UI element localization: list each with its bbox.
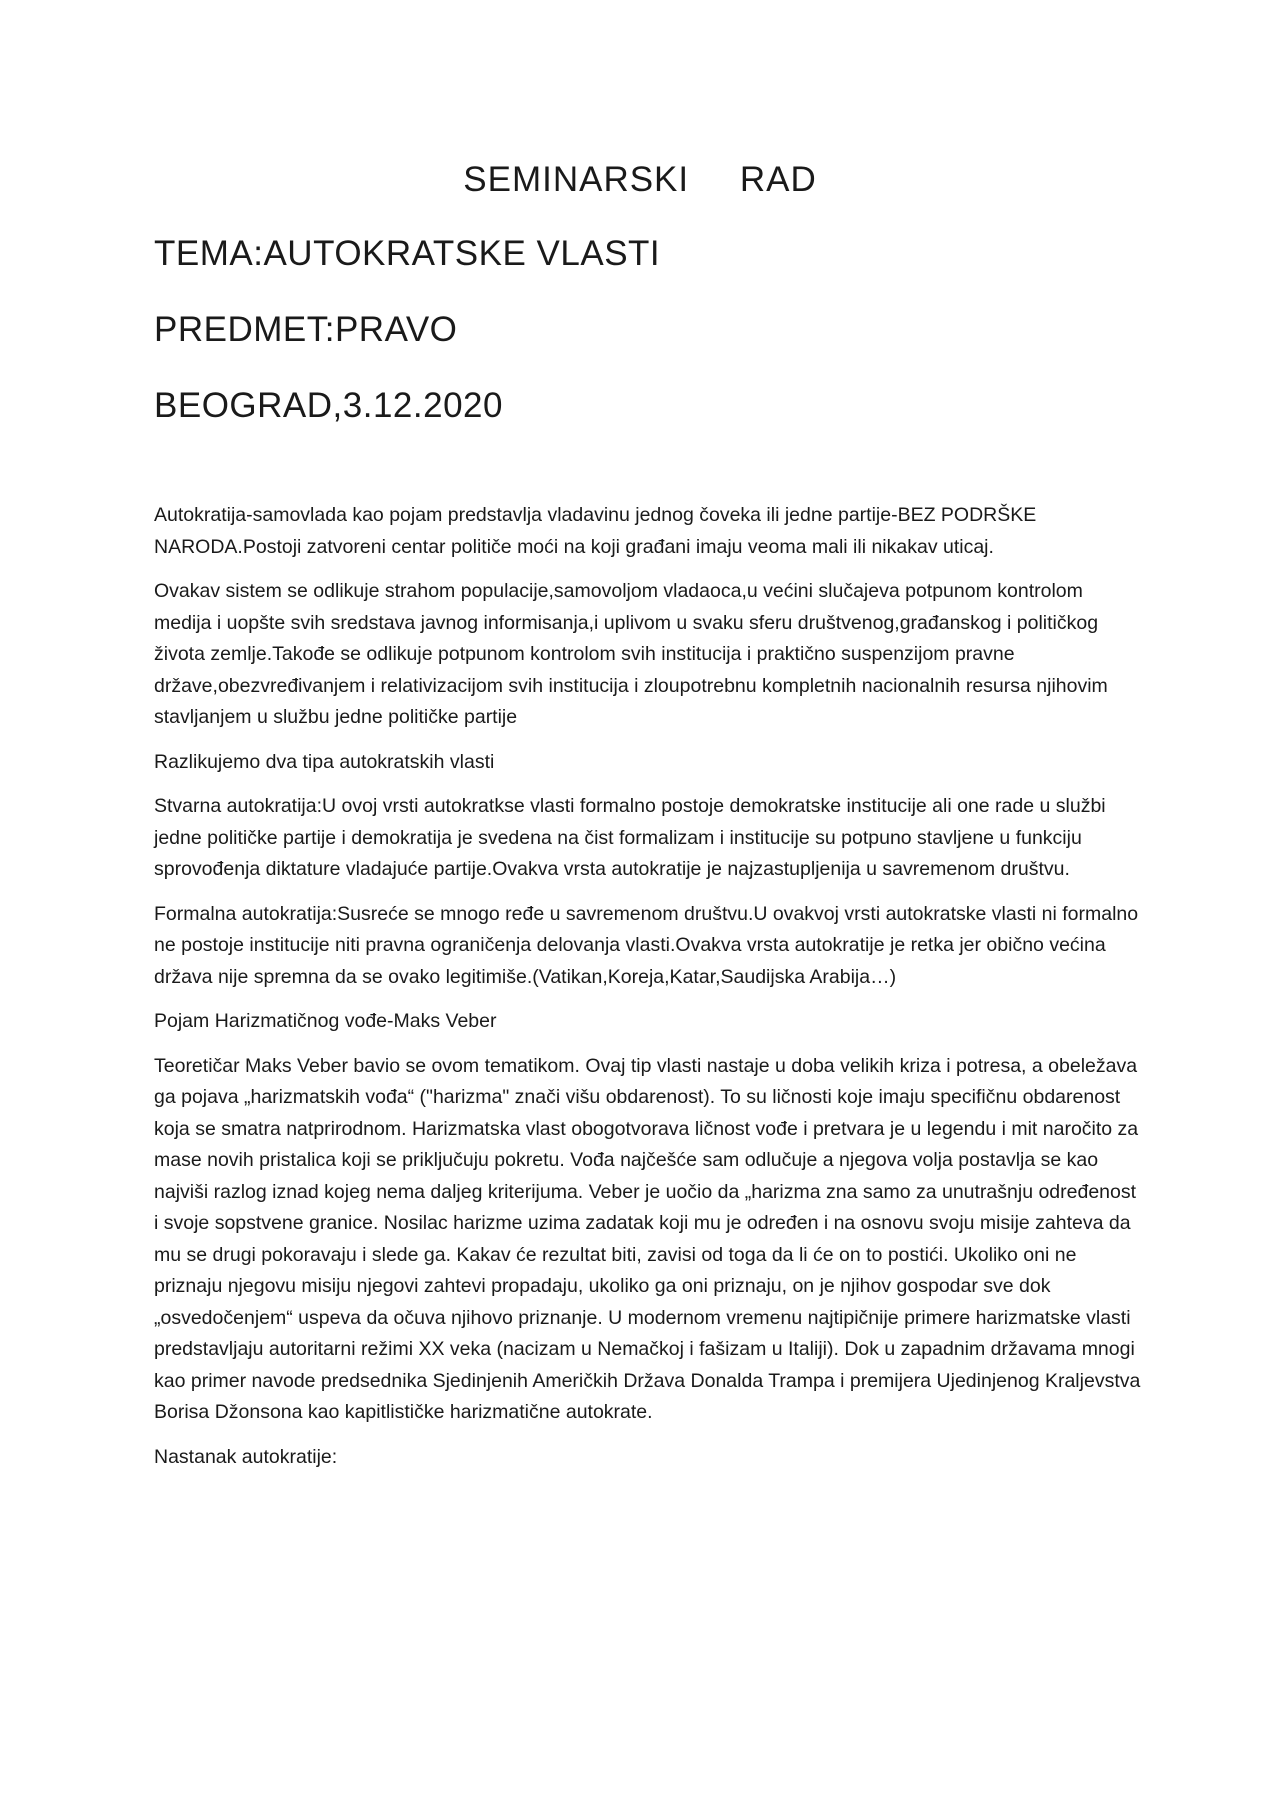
paragraph-types-heading: Razlikujemo dva tipa autokratskih vlasti: [154, 750, 495, 773]
document-title: SEMINARSKI RAD: [463, 160, 817, 199]
paragraph-charismatic-heading: Pojam Harizmatičnog vođe-Maks Veber: [154, 1010, 497, 1032]
paragraph-weber: Teoretičar Maks Veber bavio se ovom tematikom. Ovaj tip vlasti nastaje u doba velikih kriza i potresa, a obeležava ga pojava „harizmatskih vođa“ ("harizma" znači višu obdarenost). To su ličnosti koje imaju specifičnu obdarenost koja se smatra natprirodnom. Harizmatska vlast obogotvorava ličnost vođe i pretvara je u legendu i mit naročito za mase novih pristalica koji se priključuju pokretu. Vođa najčešće sam odlučuje a njegova volja postavlja se kao najviši razlog iznad kojeg nema daljeg kriterijuma. Veber je uočio da „harizma zna samo za unutrašnju određenost i svoje sopstvene granice. Nosilac harizme uzima zadatak koji mu je određen i na osnovu svoju misije zahteva da mu se drugi pokoravaju i slede ga. Kakav će rezultat biti, zavisi od toga da li će on to postići. Ukoliko oni ne priznaju njegovu misiju njegovi zahtevi propadaju, ukoliko ga oni priznaju, on je njihov gospodar sve dok „osvedočenjem“ uspeva da očuva njihovo priznanje. U modernom vremenu najtipičnije primere harizmatske vlasti predstavljaju autoritarni režimi XX veka (nacizam u Nemačkoj i fašizam u Italiji). Dok u zapadnim državama mnogi kao primer navode predsednika Sjedinjenih Američkih Država Donalda Trampa i premijera Ujedinjenog Kraljevstva Borisa Džonsona kao kapitlističke harizmatične autokrate.: [154, 1054, 1141, 1423]
paragraph-real-autocracy: Stvarna autokratija:U ovoj vrsti autokratkse vlasti formalno postoje demokratske institucije ali one rade u službi jedne političke partije i demokratija je svedena na čist formalizam i institucije su potpuno stavljene u funkciju sprovođenja diktature vladajuće partije.Ovakva vrsta autokratije je najzastupljenija u savremenom društvu.: [154, 795, 1106, 880]
place-date-line: BEOGRAD,3.12.2020: [154, 386, 503, 425]
topic-line: TEMA:AUTOKRATSKE VLASTI: [154, 234, 661, 273]
document-body: [154, 500, 1144, 1486]
paragraph-origin-heading: Nastanak autokratije:: [154, 1445, 338, 1468]
paragraph-definition: Autokratija-samovlada kao pojam predstavlja vladavinu jednog čoveka ili jedne partije-BEZ PODRŠKE NARODA.Postoji zatvoreni centar političe moći na koji građani imaju veoma mali ili nikakav uticaj.: [154, 504, 1037, 558]
paragraph-characteristics: Ovakav sistem se odlikuje strahom populacije,samovoljom vladaoca,u većini slučajeva potpunom kontrolom medija i uopšte svih sredstava javnog informisanja,i uplivom u svaku sferu društvenog,građanskog i političkog života zemlje.Takođe se odlikuje potpunom kontrolom svih institucija i praktično suspenzijom pravne države,obezvređivanjem i relativizacijom svih institucija i zloupotrebnu kompletnih nacionalnih resursa njihovim stavljanjem u službu jedne političke partije: [154, 580, 1108, 728]
paragraph-formal-autocracy: Formalna autokratija:Susreće se mnogo ređe u savremenom društvu.U ovakvoj vrsti autokratske vlasti ni formalno ne postoje institucije niti pravna ograničenja delovanja vlasti.Ovakva vrsta autokratije je retka jer obično većina država nije spremna da se ovako legitimiše.(Vatikan,Koreja,Katar,Saudijska Arabija…): [154, 902, 1139, 988]
subject-line: PREDMET:PRAVO: [154, 310, 458, 349]
